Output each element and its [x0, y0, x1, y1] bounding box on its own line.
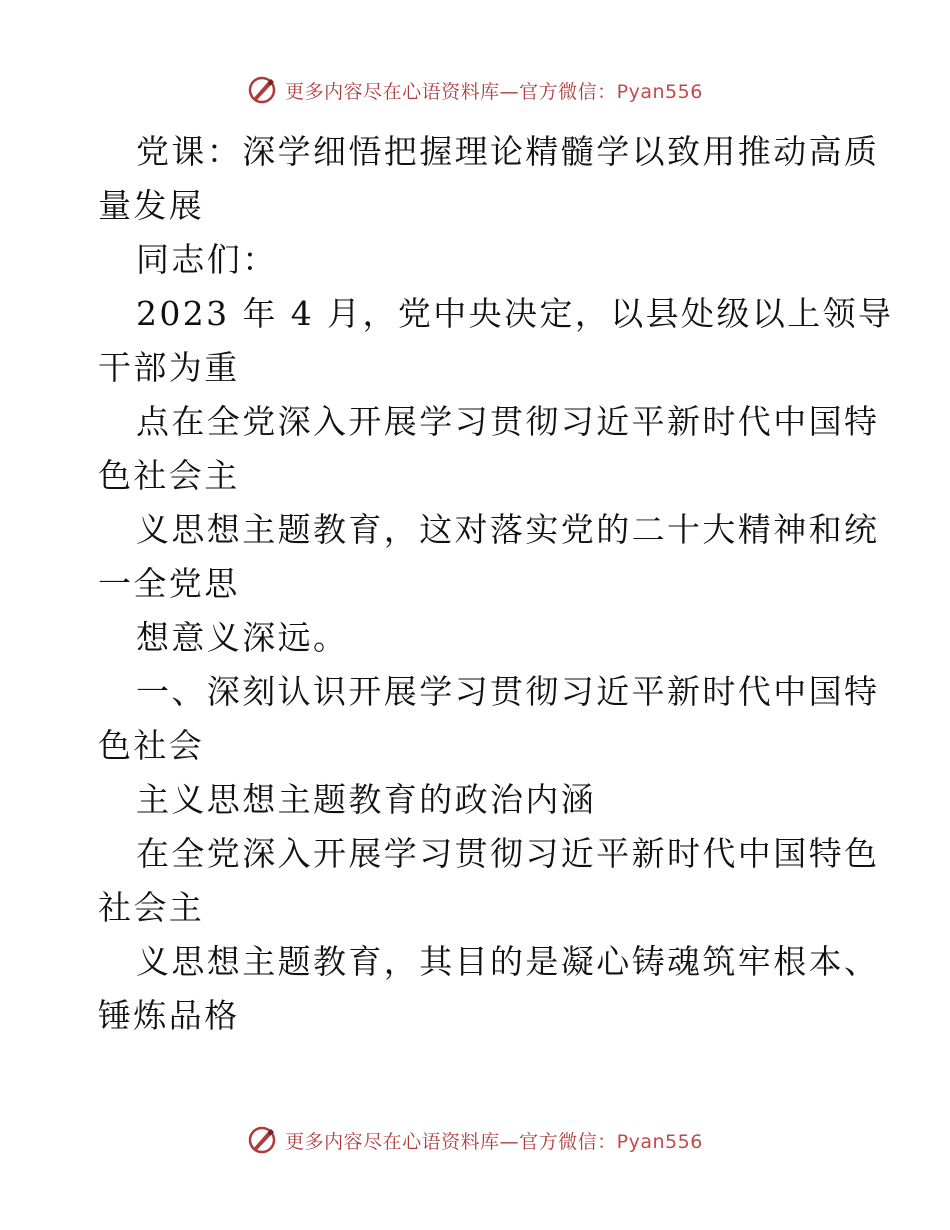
text-line: 干部为重	[98, 348, 240, 387]
text-line: 社会主	[98, 888, 205, 927]
text-line: 量发展	[98, 186, 205, 225]
pen-logo-icon	[247, 75, 277, 105]
text-line: 想意义深远。	[136, 618, 349, 657]
watermark-wechat-id: Pyan556	[616, 1130, 703, 1153]
text-line: 义思想主题教育，这对落实党的二十大精神和统	[136, 510, 880, 549]
watermark-wechat-id: Pyan556	[616, 80, 703, 103]
watermark-text: 更多内容尽在心语资料库—官方微信：Pyan556	[285, 1130, 703, 1153]
text-line: 义思想主题教育，其目的是凝心铸魂筑牢根本、	[136, 942, 880, 981]
text-line: 2023 年 4 月，党中央决定，以县处级以上领导	[136, 294, 894, 333]
text-line: 锤炼品格	[98, 996, 240, 1035]
text-line: 色社会	[98, 726, 205, 765]
watermark-footer	[0, 1120, 950, 1160]
text-line: 一全党思	[98, 564, 240, 603]
text-line: 同志们：	[136, 240, 278, 279]
text-line: 色社会主	[98, 456, 240, 495]
pen-logo-icon	[247, 1125, 277, 1155]
text-line: 党课：深学细悟把握理论精髓学以致用推动高质	[136, 132, 880, 171]
watermark-text: 更多内容尽在心语资料库—官方微信：Pyan556	[285, 80, 703, 103]
document-body	[98, 125, 894, 1043]
watermark-header	[0, 70, 950, 110]
text-line: 点在全党深入开展学习贯彻习近平新时代中国特	[136, 402, 880, 441]
text-line: 在全党深入开展学习贯彻习近平新时代中国特色	[136, 834, 880, 873]
text-line: 主义思想主题教育的政治内涵	[136, 780, 597, 819]
text-line: 一、深刻认识开展学习贯彻习近平新时代中国特	[136, 672, 880, 711]
